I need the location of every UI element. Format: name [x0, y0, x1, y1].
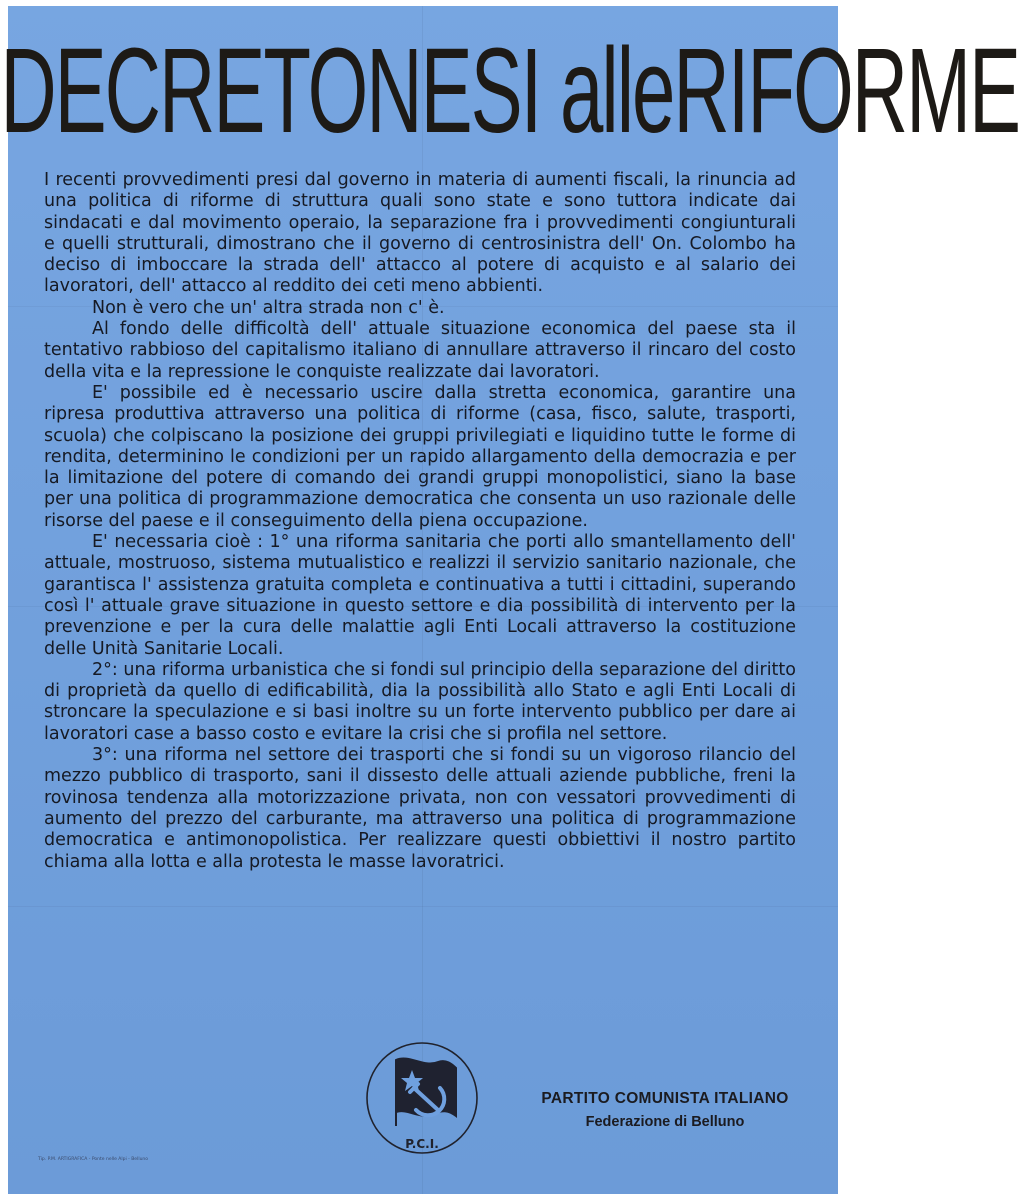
paragraph-transport-reform: 3°: una riforma nel settore dei trasporti che si fondi su un vigoroso rilancio del mezzo pubblico di trasporto, sani il dissesto delle attuali aziende pubbliche, freni la rovinosa tendenza alla motorizzazione privata, non con vessatori provvedimenti di aumento del prezzo del carburante, ma attraverso una politica di programmazione democratica e antimonopolistica. Per realizzare questi obbiettivi il nostro partito chiama alla lotta e alla protesta le masse lavoratrici.: [44, 745, 796, 872]
printer-credit: Tip. P.M. ARTIGRAFICA - Ponte nelle Alpi - Belluno: [38, 1157, 149, 1162]
signature-block: [520, 1090, 810, 1130]
paragraph-difficulties: Al fondo delle difficoltà dell' attuale situazione economica del paese sta il tentativo rabbioso del capitalismo italiano di annullare attraverso il rincaro del costo della vita e la repressione le conquiste realizzate dai lavoratori.: [44, 319, 796, 382]
paragraph-other-way: Non è vero che un' altra strada non c' è.: [92, 297, 445, 318]
paragraph-urban-reform: 2°: una riforma urbanistica che si fondi sul principio della separazione del diritto di proprietà da quello di edificabilità, dia la possibilità allo Stato e agli Enti Locali di stroncare la speculazione e si basi inoltre su un forte intervento pubblico per dare ai lavoratori case a basso costo e evitare la crisi che si profila nel settore.: [44, 659, 796, 744]
paragraph-reforms: E' possibile ed è necessario uscire dalla stretta economica, garantire una ripresa produttiva attraverso una politica di riforme (casa, fisco, salute, trasporti, scuola) che colpiscano la posizione dei gruppi privilegiati e liquidino tutte le forme di rendita, determinino le condizioni per un rapido allargamento della democrazia e per la limitazione del potere di comando dei grandi gruppi monopolistici, siano la base per una politica di programmazione democratica che consenta un uso razionale delle risorse del paese e il conseguimento della piena occupazione.: [44, 382, 796, 531]
title-part-riforme: RIFORME: [673, 21, 1019, 158]
federation-name: Federazione di Belluno: [585, 1114, 745, 1130]
paragraph-health-reform: E' necessaria cioè : 1° una riforma sanitaria che porti allo smantellamento dell' attuale, mostruoso, sistema mutualistico e realizzi il servizio sanitario nazionale, che garantisca l' assistenza gratuita completa e continuativa a tutti i cittadini, superando così l' attuale grave situazione in questo settore e dia possibilità di intervento per la prevenzione e per la cura delle malattie agli Enti Locali attraverso la costituzione delle Unità Sanitarie Locali.: [44, 532, 796, 659]
title-part-decretone: DECRETONE: [0, 21, 471, 158]
paragraph-intro: I recenti provvedimenti presi dal governo in materia di aumenti fiscali, la rinuncia ad una politica di riforme di struttura quali sono state e sono tuttora indicate dai sindacati e dal movimento operaio, la separazione fra i provvedimenti congiunturali e quelli strutturali, dimostrano che il governo di centrosinistra dell' On. Colombo ha deciso di imboccare la strada dell' attacco al potere di acquisto e al salario dei lavoratori, dell' attacco al reddito dei ceti meno abbienti.: [44, 170, 796, 297]
party-name: PARTITO COMUNISTA ITALIANO: [541, 1090, 789, 1107]
pci-emblem: [364, 1040, 480, 1158]
title-part-si: SI alle: [470, 21, 674, 158]
emblem-initials: P.C.I.: [405, 1137, 439, 1151]
poster-title: [0, 0, 1019, 183]
fold-line: [8, 906, 838, 907]
body-text: [44, 170, 796, 873]
